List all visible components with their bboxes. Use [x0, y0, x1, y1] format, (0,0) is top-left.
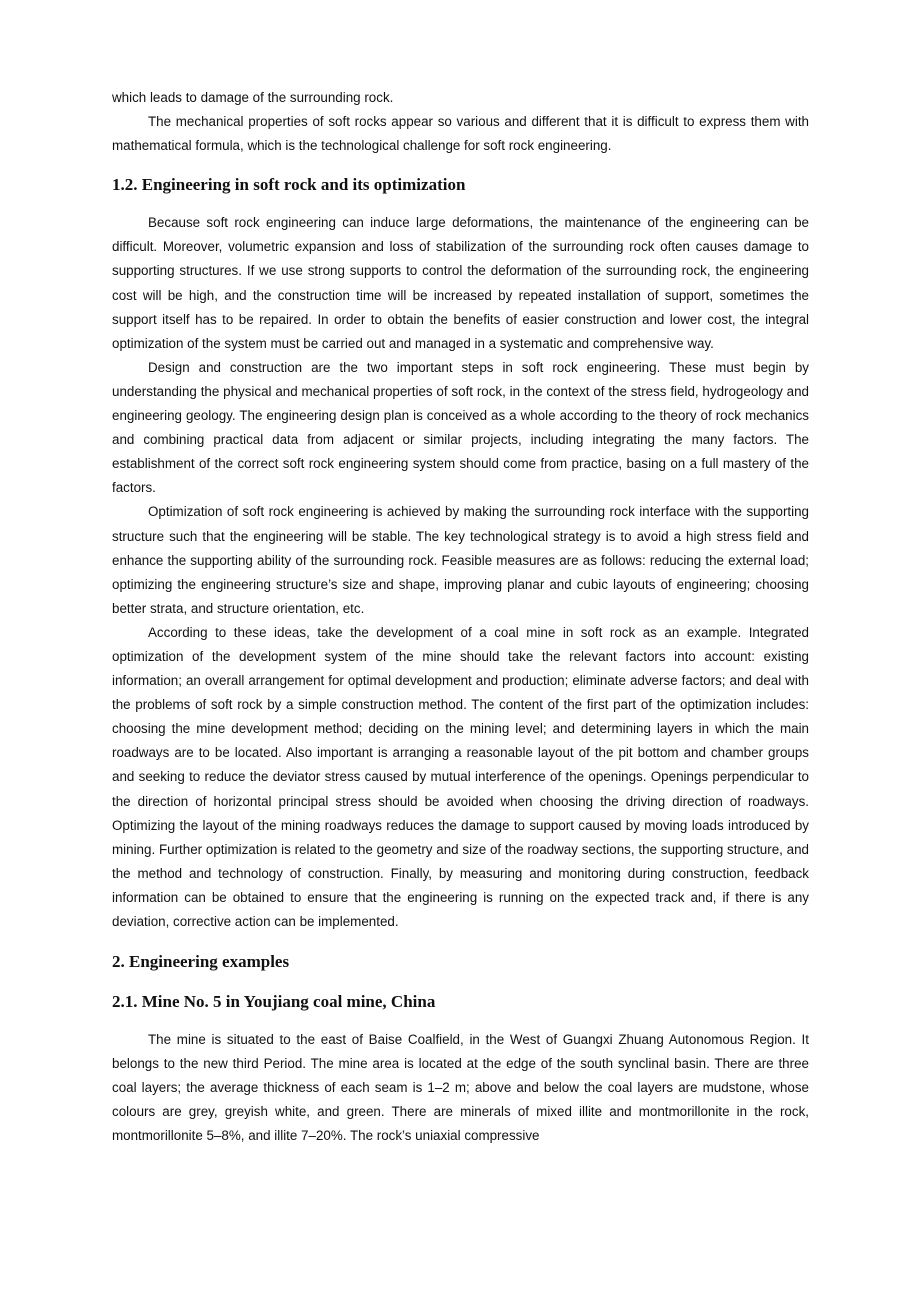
- section-heading-1-2: 1.2. Engineering in soft rock and its optimization: [112, 175, 466, 195]
- paper-page: [112, 86, 809, 1149]
- body-paragraph: Because soft rock engineering can induce large deformations, the maintenance of the engineering can be difficult. Moreover, volumetric expansion and loss of stabilization of the surrounding rock often causes damage to supporting structures. If we use strong supports to control the deformation of the surrounding rock, the engineering cost will be high, and the construction time will be increased by repeated installation of support, sometimes the support itself has to be repaired. In order to obtain the benefits of easier construction and lower cost, the integral optimization of the system must be carried out and managed in a systematic and comprehensive way.: [112, 215, 809, 351]
- body-paragraph: The mechanical properties of soft rocks appear so various and different that it is difficult to express them with mathematical formula, which is the technological challenge for soft rock engineering.: [112, 114, 809, 154]
- body-paragraph-continued: which leads to damage of the surrounding rock.: [112, 90, 394, 105]
- body-paragraph: Design and construction are the two important steps in soft rock engineering. These must begin by understanding the physical and mechanical properties of soft rock, in the context of the stress field, hydrogeology and engineering geology. The engineering design plan is conceived as a whole according to the theory of rock mechanics and combining practical data from adjacent or similar projects, including integrating the many factors. The establishment of the correct soft rock engineering system should come from practice, basing on a full mastery of the factors.: [112, 359, 809, 496]
- body-paragraph: According to these ideas, take the development of a coal mine in soft rock as an example. Integrated optimization of the development system of the mine should take the relevant factors into account: existing information; an overall arrangement for optimal development and production; eliminate adverse factors; and deal with the problems of soft rock by a simple construction method. The content of the first part of the optimization includes: choosing the mine development method; deciding on the mining level; and determining layers in which the main roadways are to be located. Also important is arranging a reasonable layout of the pit bottom and chamber groups and seeking to reduce the deviator stress caused by mutual interference of the openings. Openings perpendicular to the direction of horizontal principal stress should be avoided when choosing the driving direction of roadways. Optimizing the layout of the mining roadways reduces the damage to support caused by moving loads introduced by mining. Further optimization is related to the geometry and size of the roadway sections, the supporting structure, and the method and technology of construction. Finally, by measuring and monitoring during construction, feedback information can be obtained to ensure that the engineering is running on the expected track and, if there is any deviation, corrective action can be implemented.: [112, 624, 809, 929]
- section-heading-2: 2. Engineering examples: [112, 952, 290, 972]
- body-paragraph: The mine is situated to the east of Baise Coalfield, in the West of Guangxi Zhuang Autonomous Region. It belongs to the new third Period. The mine area is located at the edge of the south synclinal basin. There are three coal layers; the average thickness of each seam is 1–2 m; above and below the coal layers are mudstone, whose colours are grey, greyish white, and green. There are minerals of mixed illite and montmorillonite in the rock, montmorillonite 5–8%, and illite 7–20%. The rock’s uniaxial compressive: [112, 1032, 809, 1144]
- body-paragraph: Optimization of soft rock engineering is achieved by making the surrounding rock interface with the supporting structure such that the engineering will be stable. The key technological strategy is to avoid a high stress field and enhance the supporting ability of the surrounding rock. Feasible measures are as follows: reducing the external load; optimizing the engineering structure’s size and shape, improving planar and cubic layouts of engineering; choosing better strata, and structure orientation, etc.: [112, 504, 809, 616]
- section-heading-2-1: 2.1. Mine No. 5 in Youjiang coal mine, China: [112, 992, 436, 1012]
